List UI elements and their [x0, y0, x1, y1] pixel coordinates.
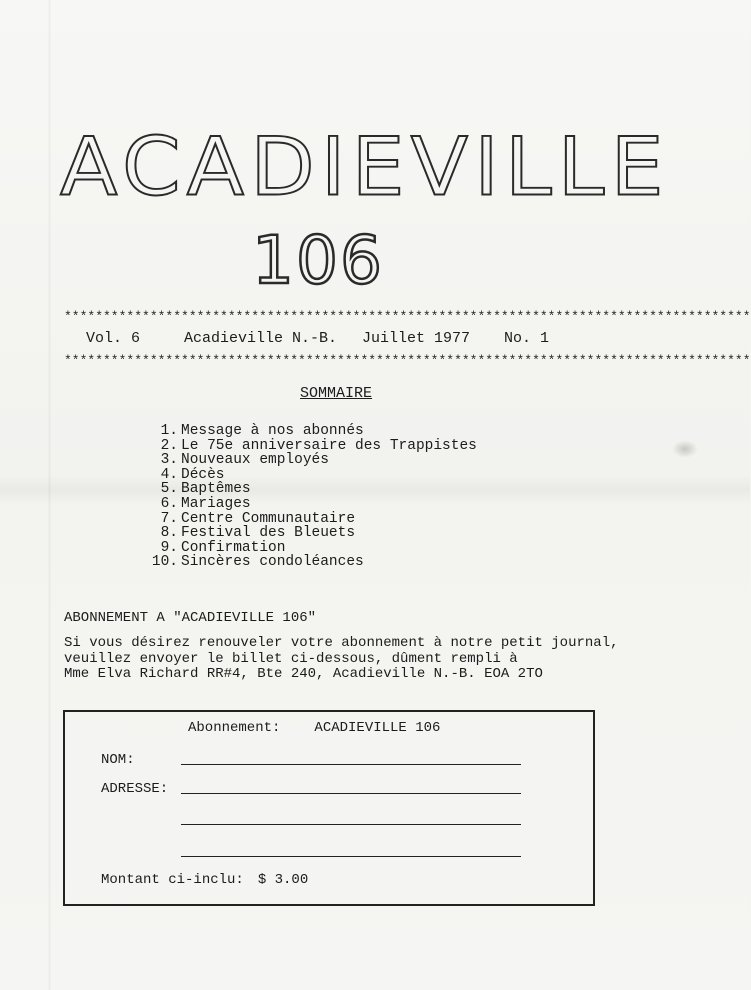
issue-place: Acadieville N.-B. [184, 330, 338, 347]
adresse-label: ADRESSE: [101, 781, 169, 797]
toc-item: 2. Le 75e anniversaire des Trappistes [160, 437, 477, 454]
masthead-number: 106 [252, 222, 384, 299]
form-label: Abonnement: [188, 720, 281, 736]
issue-number: No. 1 [504, 330, 550, 347]
abonnement-line: Si vous désirez renouveler votre abonnement à notre petit journal, [64, 635, 619, 651]
abonnement-text [64, 636, 619, 683]
form-heading [188, 720, 440, 736]
montant-label: Montant ci-inclu: [101, 872, 244, 888]
form-publication: ACADIEVILLE 106 [314, 720, 441, 736]
nom-field-line[interactable] [181, 764, 521, 765]
toc-item: 6. Mariages [160, 495, 251, 512]
toc-item: 3. Nouveaux employés [160, 452, 329, 469]
masthead-title: ACADIEVILLE [60, 120, 670, 214]
issue-date: Juillet 1977 [362, 330, 471, 347]
toc-item: 1. Message à nos abonnés [160, 423, 364, 439]
issue-volume: Vol. 6 [86, 330, 141, 347]
adresse-field-line-3[interactable] [181, 856, 521, 857]
star-divider-top: **************************************************************************************** [64, 309, 751, 324]
paper-fold [48, 0, 51, 990]
ink-smudge [672, 440, 698, 458]
toc-item: 10. Sincères condoléances [151, 554, 364, 571]
abonnement-line: Mme Elva Richard RR#4, Bte 240, Acadieville N.-B. EOA 2TO [64, 666, 543, 682]
toc-item: 5. Baptêmes [160, 481, 251, 498]
toc-item: 8. Festival des Bleuets [160, 525, 356, 542]
adresse-field-line-2[interactable] [181, 824, 521, 825]
montant-value: $ 3.00 [257, 872, 309, 888]
table-of-contents [140, 424, 477, 570]
toc-item: 7. Centre Communautaire [160, 510, 356, 527]
adresse-field-line-1[interactable] [181, 793, 521, 794]
star-divider-bottom: **************************************************************************************** [64, 353, 751, 368]
abonnement-heading: ABONNEMENT A "ACADIEVILLE 106" [64, 610, 317, 626]
montant-row [101, 872, 308, 888]
abonnement-line: veuillez envoyer le billet ci-dessous, dûment rempli à [64, 650, 518, 667]
toc-item: 9. Confirmation [160, 539, 286, 556]
toc-item: 4. Décès [160, 466, 225, 483]
sommaire-heading: SOMMAIRE [300, 385, 373, 402]
nom-label: NOM: [101, 752, 135, 768]
